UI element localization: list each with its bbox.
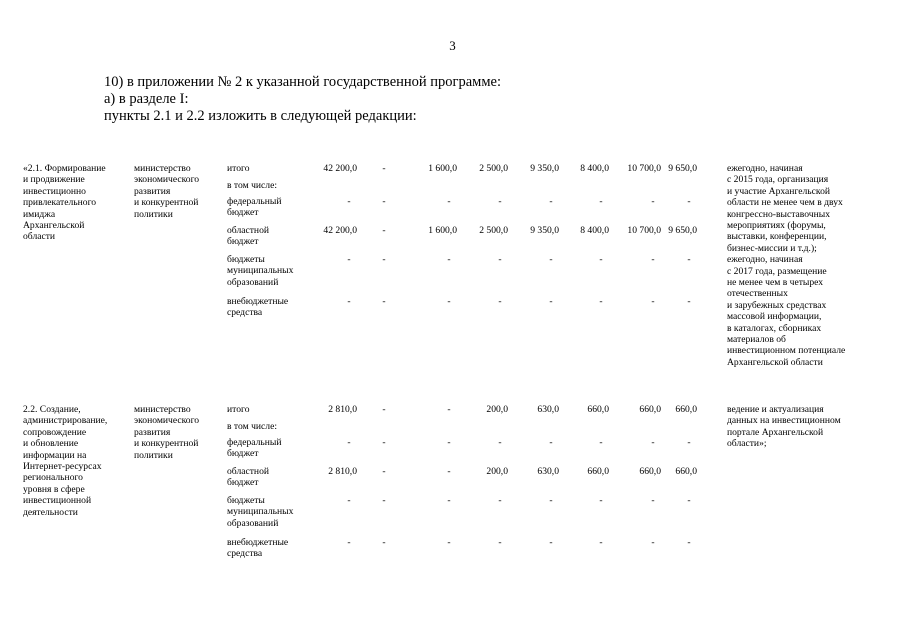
funding-value: 1 600,0 (428, 163, 457, 174)
empty-value-dash: - (447, 466, 451, 477)
funding-source-label: муниципальных (227, 265, 294, 277)
empty-value-dash: - (498, 196, 502, 207)
funding-value: 630,0 (537, 404, 559, 415)
executor-line: министерство (134, 404, 191, 415)
executor-line: экономического (134, 415, 200, 427)
empty-value-dash: - (347, 537, 351, 548)
empty-value-dash: - (347, 495, 351, 506)
funding-source-label: в том числе: (227, 421, 278, 432)
funding-value: 2 810,0 (328, 466, 357, 477)
funding-value: 660,0 (587, 404, 609, 415)
intro-line-1: 10) в приложении № 2 к указанной государственной программе: (104, 74, 501, 90)
expected-result-line: конгрессно-выставочных (727, 208, 830, 220)
measure-name-line: области (23, 231, 56, 243)
empty-value-dash: - (549, 254, 553, 265)
executor-line: и конкурентной (134, 438, 199, 450)
funding-value: 10 700,0 (627, 163, 661, 174)
executor-line: развития (134, 185, 171, 197)
executor-line: развития (134, 426, 171, 438)
funding-value: 1 600,0 (428, 225, 457, 236)
measure-name-line: регионального (23, 472, 83, 484)
empty-value-dash: - (687, 196, 691, 207)
measure-name-line: администрирование, (23, 415, 108, 427)
empty-value-dash: - (599, 495, 603, 506)
empty-value-dash: - (382, 466, 386, 477)
empty-value-dash: - (599, 196, 603, 207)
funding-source-label: бюджеты (227, 495, 265, 506)
measure-name-line: «2.1. Формирование (23, 163, 106, 174)
expected-result-line: ежегодно, начиная (727, 254, 803, 266)
funding-value: 2 810,0 (328, 404, 357, 415)
expected-result-line: материалов об (727, 334, 786, 345)
executor-line: министерство (134, 163, 191, 174)
empty-value-dash: - (651, 296, 655, 307)
funding-source-label: образований (227, 276, 279, 288)
measure-name-line: уровня в сфере (23, 483, 85, 495)
expected-result-line: мероприятиях (форумы, (727, 220, 826, 231)
funding-value: 8 400,0 (580, 225, 609, 236)
measure-name-line: инвестиционной (23, 495, 92, 507)
empty-value-dash: - (382, 225, 386, 236)
funding-value: 660,0 (639, 466, 661, 477)
funding-value: 660,0 (587, 466, 609, 477)
intro-line-3: пункты 2.1 и 2.2 изложить в следующей редакции: (104, 108, 417, 124)
empty-value-dash: - (687, 537, 691, 548)
page-number: 3 (449, 38, 456, 53)
empty-value-dash: - (599, 296, 603, 307)
expected-result-line: области не менее чем в двух (727, 197, 843, 209)
expected-result-line: портале Архангельской (727, 426, 824, 438)
funding-source-label: итого (227, 163, 250, 174)
funding-source-label: внебюджетные (227, 537, 289, 548)
empty-value-dash: - (447, 437, 451, 448)
measure-name-line: Интернет-ресурсах (23, 461, 102, 472)
funding-value: 660,0 (675, 466, 697, 477)
funding-source-label: внебюджетные (227, 296, 289, 307)
funding-source-label: в том числе: (227, 180, 278, 191)
funding-source-label: бюджет (227, 477, 259, 489)
funding-source-label: областной (227, 466, 270, 477)
expected-result-line: массовой информации, (727, 311, 822, 323)
funding-value: 9 350,0 (530, 225, 559, 236)
empty-value-dash: - (382, 196, 386, 207)
measure-name-line: 2.2. Создание, (23, 404, 81, 415)
executor-line: и конкурентной (134, 197, 199, 209)
empty-value-dash: - (651, 196, 655, 207)
amendment-intro (104, 74, 501, 125)
expected-result-line: выставки, конференции, (727, 231, 827, 243)
empty-value-dash: - (447, 495, 451, 506)
funding-value: 2 500,0 (479, 225, 508, 236)
empty-value-dash: - (447, 404, 451, 415)
empty-value-dash: - (447, 254, 451, 265)
funding-source-label: муниципальных (227, 506, 294, 518)
funding-value: 9 650,0 (668, 225, 697, 236)
funding-value: 630,0 (537, 466, 559, 477)
empty-value-dash: - (687, 254, 691, 265)
funding-value: 200,0 (486, 466, 508, 477)
executor-line: политики (134, 449, 173, 461)
empty-value-dash: - (382, 296, 386, 307)
measure-name-line: и продвижение (23, 174, 85, 186)
empty-value-dash: - (347, 254, 351, 265)
expected-result-line: и участие Архангельской (727, 185, 831, 197)
empty-value-dash: - (651, 437, 655, 448)
expected-result-line: Архангельской области (727, 356, 823, 368)
funding-source-label: федеральный (227, 196, 282, 207)
empty-value-dash: - (382, 254, 386, 265)
empty-value-dash: - (498, 254, 502, 265)
empty-value-dash: - (549, 537, 553, 548)
expected-result-line: ведение и актуализация (727, 404, 824, 415)
empty-value-dash: - (382, 537, 386, 548)
funding-value: 2 500,0 (479, 163, 508, 174)
funding-source-label: бюджеты (227, 254, 265, 265)
measure-name-line: привлекательного (23, 197, 97, 209)
empty-value-dash: - (549, 296, 553, 307)
empty-value-dash: - (687, 495, 691, 506)
empty-value-dash: - (599, 437, 603, 448)
empty-value-dash: - (599, 254, 603, 265)
funding-value: 10 700,0 (627, 225, 661, 236)
funding-source-label: итого (227, 404, 250, 415)
executor-line: экономического (134, 174, 200, 186)
funding-source-label: средства (227, 548, 263, 560)
expected-result-line: инвестиционном потенциале (727, 345, 846, 357)
expected-result-line: области»; (727, 438, 767, 450)
measure-name-line: Архангельской (23, 220, 85, 231)
expected-result-line: данных на инвестиционном (727, 415, 841, 427)
measure-name-line: информации на (23, 449, 87, 461)
measure-name-line: инвестиционно (23, 185, 86, 197)
funding-source-label: средства (227, 307, 263, 319)
funding-source-label: федеральный (227, 437, 282, 448)
funding-source-label: областной (227, 225, 270, 236)
funding-source-label: бюджет (227, 236, 259, 248)
expected-result-line: не менее чем в четырех (727, 277, 824, 288)
empty-value-dash: - (447, 537, 451, 548)
empty-value-dash: - (549, 437, 553, 448)
funding-value: 42 200,0 (323, 225, 357, 236)
measure-name-line: деятельности (23, 506, 78, 518)
funding-value: 660,0 (675, 404, 697, 415)
funding-value: 9 350,0 (530, 163, 559, 174)
empty-value-dash: - (651, 495, 655, 506)
empty-value-dash: - (549, 495, 553, 506)
funding-value: 660,0 (639, 404, 661, 415)
funding-source-label: образований (227, 517, 279, 529)
empty-value-dash: - (447, 296, 451, 307)
expected-result-line: в каталогах, сборниках (727, 322, 822, 334)
expected-result-line: и зарубежных средствах (727, 299, 827, 311)
empty-value-dash: - (447, 196, 451, 207)
funding-source-label: бюджет (227, 207, 259, 219)
empty-value-dash: - (599, 537, 603, 548)
measure-name-line: имиджа (23, 208, 56, 220)
expected-result-line: с 2015 года, организация (727, 174, 829, 186)
empty-value-dash: - (347, 296, 351, 307)
empty-value-dash: - (382, 437, 386, 448)
measure-name-line: сопровождение (23, 426, 87, 438)
funding-source-label: бюджет (227, 448, 259, 460)
empty-value-dash: - (549, 196, 553, 207)
empty-value-dash: - (687, 296, 691, 307)
empty-value-dash: - (498, 537, 502, 548)
funding-value: 8 400,0 (580, 163, 609, 174)
funding-value: 9 650,0 (668, 163, 697, 174)
empty-value-dash: - (382, 495, 386, 506)
expected-result-line: бизнес-миссии и т.д.); (727, 242, 817, 254)
funding-value: 200,0 (486, 404, 508, 415)
empty-value-dash: - (651, 254, 655, 265)
empty-value-dash: - (687, 437, 691, 448)
empty-value-dash: - (498, 296, 502, 307)
empty-value-dash: - (498, 437, 502, 448)
intro-line-2: а) в разделе I: (104, 91, 189, 107)
empty-value-dash: - (382, 163, 386, 174)
expected-result-line: отечественных (727, 288, 788, 300)
empty-value-dash: - (382, 404, 386, 415)
empty-value-dash: - (498, 495, 502, 506)
funding-value: 42 200,0 (323, 163, 357, 174)
empty-value-dash: - (651, 537, 655, 548)
empty-value-dash: - (347, 196, 351, 207)
empty-value-dash: - (347, 437, 351, 448)
expected-result-line: ежегодно, начиная (727, 163, 803, 174)
executor-line: политики (134, 208, 173, 220)
expected-result-line: с 2017 года, размещение (727, 265, 827, 277)
measure-name-line: и обновление (23, 438, 79, 450)
